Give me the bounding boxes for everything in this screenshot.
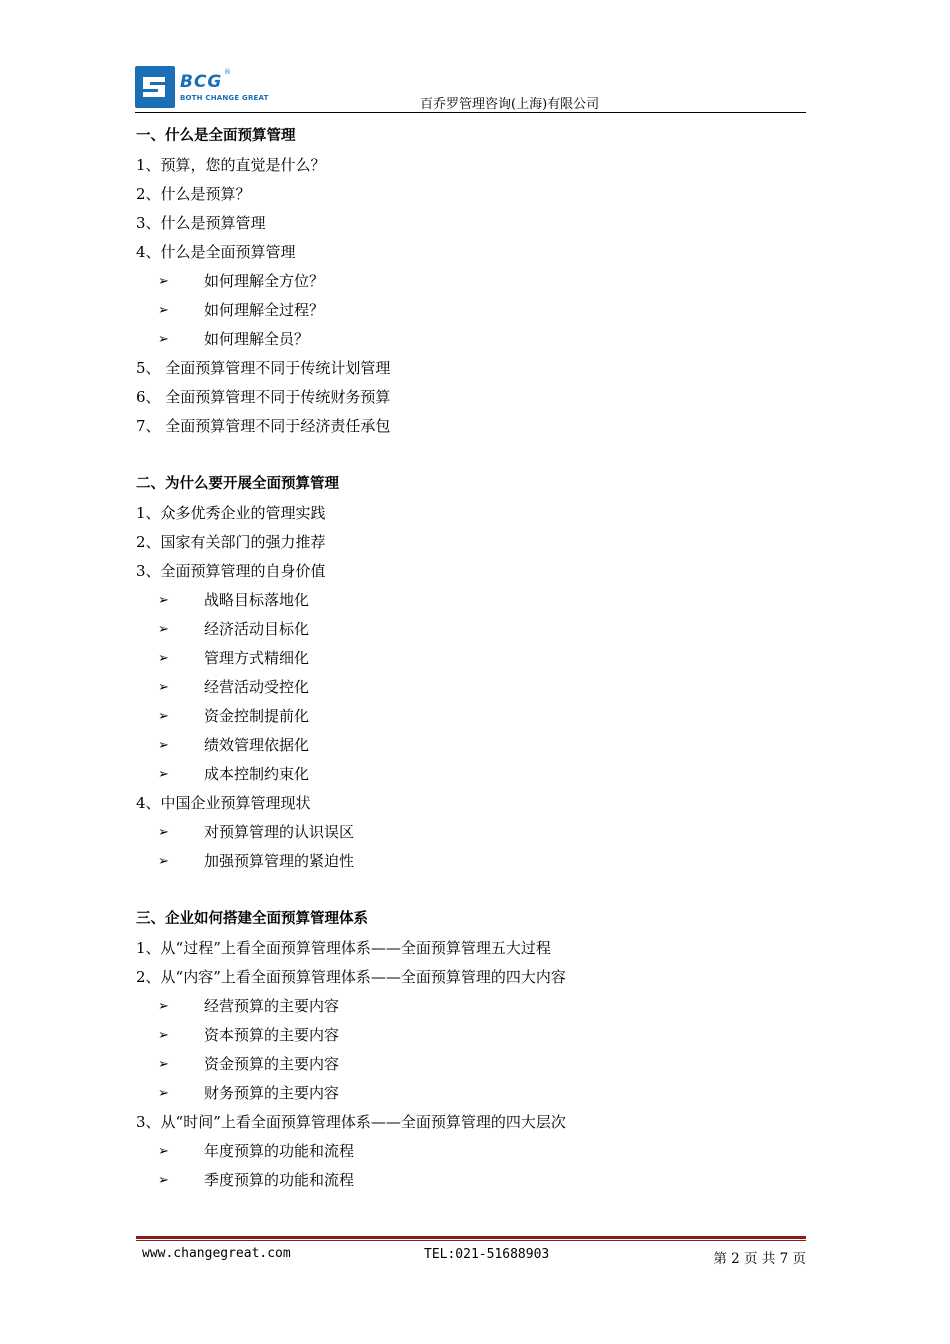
bullet-item <box>136 1166 806 1195</box>
numbered-item: 4、什么是全面预算管理 <box>136 243 296 261</box>
bullet-text: 经营预算的主要内容 <box>204 997 340 1015</box>
arrow-bullet-icon: ➢ <box>158 1144 169 1159</box>
bullet-item <box>136 325 806 354</box>
footer-divider <box>136 1236 806 1239</box>
arrow-bullet-icon: ➢ <box>158 680 169 695</box>
bullet-item <box>136 702 806 731</box>
numbered-item: 4、中国企业预算管理现状 <box>136 794 311 812</box>
bullet-item <box>136 267 806 296</box>
brand-slogan: BOTH CHANGE GREAT <box>180 94 269 102</box>
arrow-bullet-icon: ➢ <box>158 593 169 608</box>
section-heading: 三、企业如何搭建全面预算管理体系 <box>136 911 368 927</box>
bullet-item <box>136 673 806 702</box>
numbered-item: 1、预算，您的直觉是什么？ <box>136 156 326 174</box>
footer-website: www.changegreat.com <box>142 1246 291 1261</box>
bullet-item <box>136 586 806 615</box>
numbered-item: 3、全面预算管理的自身价值 <box>136 562 326 580</box>
bullet-text: 如何理解全方位？ <box>204 272 325 290</box>
bullet-text: 加强预算管理的紧迫性 <box>204 852 355 870</box>
numbered-item: 5、 全面预算管理不同于传统计划管理 <box>136 359 391 377</box>
numbered-item: 2、从“内容”上看全面预算管理体系——全面预算管理的四大内容 <box>136 968 566 986</box>
numbered-item: 7、 全面预算管理不同于经济责任承包 <box>136 417 391 435</box>
bullet-item <box>136 731 806 760</box>
bullet-item <box>136 1079 806 1108</box>
arrow-bullet-icon: ➢ <box>158 1173 169 1188</box>
bullet-item <box>136 992 806 1021</box>
bullet-text: 管理方式精细化 <box>204 649 310 667</box>
bullet-item <box>136 615 806 644</box>
footer-divider-thin <box>136 1240 806 1241</box>
arrow-bullet-icon: ➢ <box>158 709 169 724</box>
bullet-item <box>136 296 806 325</box>
bullet-text: 经营活动受控化 <box>204 678 310 696</box>
arrow-bullet-icon: ➢ <box>158 622 169 637</box>
numbered-item: 1、众多优秀企业的管理实践 <box>136 504 326 522</box>
bullet-text: 资金预算的主要内容 <box>204 1055 340 1073</box>
header-divider <box>135 112 806 113</box>
bcg-logo-icon <box>135 66 175 108</box>
bullet-text: 绩效管理依据化 <box>204 736 310 754</box>
section-spacer <box>136 441 806 470</box>
bullet-text: 年度预算的功能和流程 <box>204 1142 355 1160</box>
page-header <box>135 66 806 114</box>
bullet-text: 财务预算的主要内容 <box>204 1084 340 1102</box>
company-name: 百乔罗管理咨询(上海)有限公司 <box>420 97 600 112</box>
arrow-bullet-icon: ➢ <box>158 1028 169 1043</box>
page-number: 第 2 页 共 7 页 <box>713 1251 806 1267</box>
arrow-bullet-icon: ➢ <box>158 1057 169 1072</box>
numbered-item: 3、从“时间”上看全面预算管理体系——全面预算管理的四大层次 <box>136 1113 566 1131</box>
section-spacer <box>136 876 806 905</box>
bullet-text: 经济活动目标化 <box>204 620 310 638</box>
arrow-bullet-icon: ➢ <box>158 1086 169 1101</box>
arrow-bullet-icon: ➢ <box>158 738 169 753</box>
footer-telephone: TEL:021-51688903 <box>424 1247 550 1262</box>
numbered-item: 2、国家有关部门的强力推荐 <box>136 533 326 551</box>
bullet-item <box>136 847 806 876</box>
bullet-item <box>136 818 806 847</box>
arrow-bullet-icon: ➢ <box>158 303 169 318</box>
bullet-text: 季度预算的功能和流程 <box>204 1171 355 1189</box>
bullet-text: 资金控制提前化 <box>204 707 310 725</box>
numbered-item: 6、 全面预算管理不同于传统财务预算 <box>136 388 391 406</box>
numbered-item: 1、从“过程”上看全面预算管理体系——全面预算管理五大过程 <box>136 939 551 957</box>
arrow-bullet-icon: ➢ <box>158 651 169 666</box>
bullet-item <box>136 760 806 789</box>
arrow-bullet-icon: ➢ <box>158 332 169 347</box>
bullet-item <box>136 1021 806 1050</box>
document-body <box>136 122 806 1195</box>
bullet-text: 战略目标落地化 <box>204 591 310 609</box>
numbered-item: 3、什么是预算管理 <box>136 214 266 232</box>
bullet-item <box>136 644 806 673</box>
arrow-bullet-icon: ➢ <box>158 854 169 869</box>
numbered-item: 2、什么是预算？ <box>136 185 251 203</box>
arrow-bullet-icon: ➢ <box>158 999 169 1014</box>
page-footer <box>136 1236 806 1276</box>
bullet-text: 成本控制约束化 <box>204 765 310 783</box>
arrow-bullet-icon: ➢ <box>158 767 169 782</box>
section-heading: 二、为什么要开展全面预算管理 <box>136 476 339 492</box>
bullet-item <box>136 1050 806 1079</box>
bullet-text: 如何理解全过程？ <box>204 301 325 319</box>
bullet-text: 如何理解全员？ <box>204 330 310 348</box>
bullet-item <box>136 1137 806 1166</box>
arrow-bullet-icon: ➢ <box>158 274 169 289</box>
arrow-bullet-icon: ➢ <box>158 825 169 840</box>
registered-mark: ® <box>224 68 231 76</box>
bullet-text: 对预算管理的认识误区 <box>204 823 355 841</box>
brand-name: BCG <box>180 72 223 92</box>
section-heading: 一、什么是全面预算管理 <box>136 128 296 144</box>
bullet-text: 资本预算的主要内容 <box>204 1026 340 1044</box>
